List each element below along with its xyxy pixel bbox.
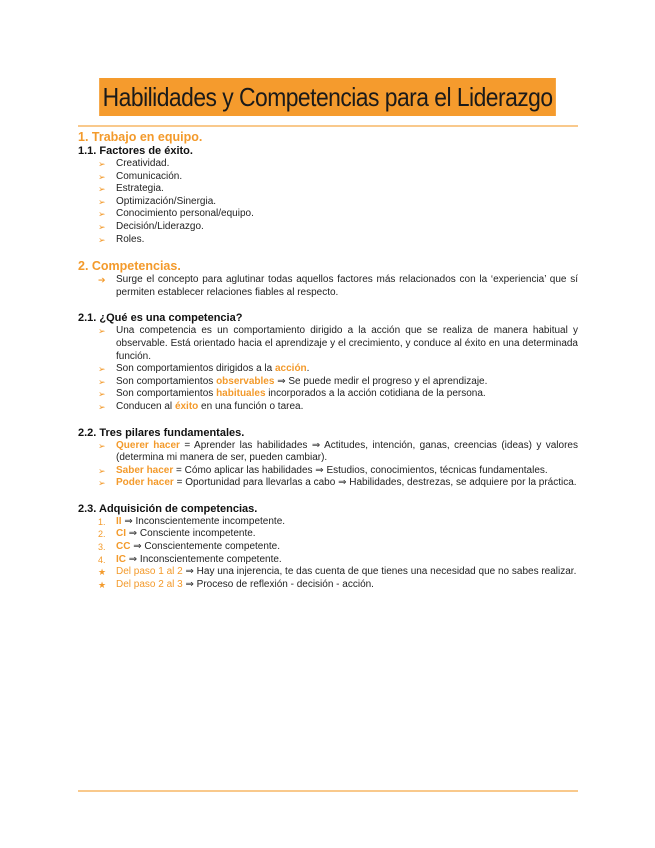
section-2-2-heading: 2.2. Tres pilares fundamentales. [78,426,245,439]
list-item: ➢ Roles. [98,233,145,245]
pillars-list [78,440,578,490]
arrowhead-icon: ➢ [98,440,106,451]
list-item: ➢ Creatividad. [98,158,170,169]
arrowhead-icon: ➢ [98,326,106,337]
list-item: ➢ Son comportamientos habituales incorporados a la acción cotidiana de la persona. [98,388,486,400]
document-body [78,130,578,591]
arrowhead-icon: ➢ [98,389,106,400]
arrowhead-icon: ➢ [98,184,106,195]
list-item: ➢ Comunicación. [98,170,183,182]
step-code: II [116,515,122,527]
highlight-text: Saber hacer [116,464,174,476]
arrowhead-icon: ➢ [98,221,106,232]
success-factors-list [78,158,578,246]
highlight-text: acción [274,363,307,375]
step-number: 2. [98,529,106,540]
arrowhead-icon: ➢ [98,478,106,489]
list-item: ➢ Querer hacer = Aprender las habilidades ⇒ Actitudes, intención, ganas, creencias (ideas) y valores (determina mi manera de ser, pueden cambiar). [98,439,578,464]
arrowhead-icon: ➢ [98,171,106,182]
list-item: ➢ Estrategia. [98,183,164,195]
list-item: 4. IC ⇒ Inconscientemente competente. [98,553,282,565]
highlight-text: observables [216,375,275,387]
arrow-right-icon: ➔ [98,275,106,286]
list-item: ➢ Conocimiento personal/equipo. [98,208,254,220]
arrowhead-icon: ➢ [98,209,106,220]
arrowhead-icon: ➢ [98,234,106,245]
section-1-1-heading: 1.1. Factores de éxito. [78,145,193,157]
list-item: ➢ Optimización/Sinergia. [98,195,217,207]
arrowhead-icon: ➢ [98,364,106,375]
highlight-text: Del paso 2 al 3 [116,578,183,590]
step-number: 1. [98,516,106,527]
notes-list [78,566,578,591]
highlight-text: Del paso 1 al 2 [116,566,183,578]
highlight-text: Querer hacer [116,439,180,451]
acquisition-steps-list [78,516,578,566]
section-2-1-heading: 2.1. ¿Qué es una competencia? [78,312,243,325]
highlight-text: Poder hacer [116,477,174,489]
list-item: 3. CC ⇒ Conscientemente competente. [98,541,281,553]
star-icon: ★ [98,567,107,578]
list-item: ➢ Son comportamientos observables ⇒ Se puede medir el progreso y el aprendizaje. [98,375,488,387]
step-code: IC [116,553,126,565]
list-item: ➢ Saber hacer = Cómo aplicar las habilidades ⇒ Estudios, conocimientos, técnicas fundamentales. [98,464,548,476]
list-item: ➢ Decisión/Liderazgo. [98,220,204,232]
list-item: ★ Del paso 1 al 2 ⇒ Hay una injerencia, te das cuenta de que tienes una necesidad que no sabes realizar. [98,566,577,578]
section-2-list [78,274,578,299]
section-2-3-heading: 2.3. Adquisición de competencias. [78,502,258,515]
list-item: ➔ Surge el concepto para aglutinar todas aquellos factores más relacionados con la ‘experiencia’ que sí permiten establecer relaciones fiables al respecto. [98,274,578,298]
highlight-text: éxito [174,400,199,412]
list-item: ➢ Son comportamientos dirigidos a la acción. [98,363,310,375]
top-rule [78,125,578,127]
highlight-text: habituales [216,388,266,400]
arrowhead-icon: ➢ [98,159,106,169]
section-2-heading: 2. Competencias. [78,259,181,274]
document-title: Habilidades y Competencias para el Liderazgo [99,78,556,116]
arrowhead-icon: ➢ [98,401,106,412]
list-item: 1. II ⇒ Inconscientemente incompetente. [98,515,286,527]
arrowhead-icon: ➢ [98,465,106,476]
section-1-heading: 1. Trabajo en equipo. [78,130,203,144]
list-item: ★ Del paso 2 al 3 ⇒ Proceso de reflexión - decisión - acción. [98,578,374,590]
title-wrap [0,78,655,116]
bottom-rule [78,790,578,792]
competency-list [78,325,578,413]
star-icon: ★ [98,579,107,590]
list-item: ➢ Conducen al éxito en una función o tarea. [98,400,304,412]
step-code: CC [116,541,131,553]
list-item: 2. CI ⇒ Consciente incompetente. [98,528,256,540]
step-number: 4. [98,554,106,565]
arrowhead-icon: ➢ [98,376,106,387]
list-item: ➢ Poder hacer = Oportunidad para llevarlas a cabo ⇒ Habilidades, destrezas, se adquiere por la práctica. [98,477,577,489]
list-item: ➢ Una competencia es un comportamiento dirigido a la acción que se realiza de manera habitual y observable. Está orientado hacia el aprendizaje y el crecimiento, y conduce al éxito en una determinada función. [98,325,578,362]
step-number: 3. [98,542,106,553]
step-code: CI [116,528,126,540]
arrowhead-icon: ➢ [98,196,106,207]
